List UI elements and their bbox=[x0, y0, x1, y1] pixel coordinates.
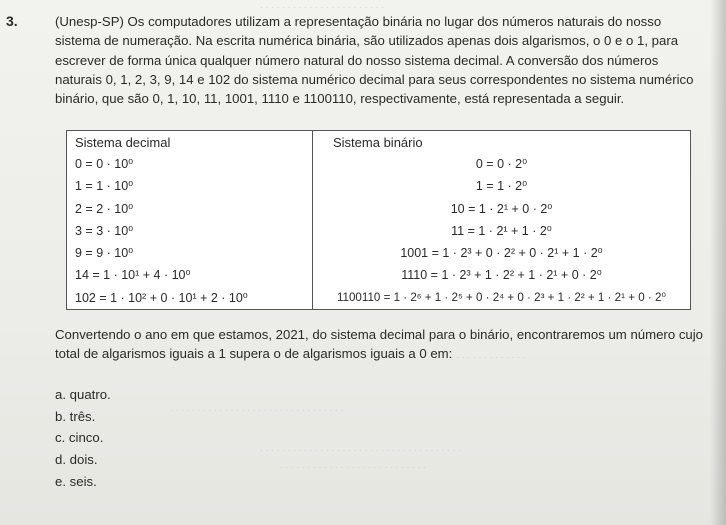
option-c[interactable]: c. cinco. bbox=[55, 430, 104, 446]
binary-header: Sistema binário bbox=[333, 135, 423, 150]
binary-row: 1110 = 1 · 2³ + 1 · 2² + 1 · 2¹ + 0 · 2⁰ bbox=[401, 268, 602, 283]
bleed-through-text: · · · · · · · · · · · · · · · · · · · · · · · · · · · · · · · · bbox=[170, 405, 344, 415]
option-a[interactable]: a. quatro. bbox=[55, 387, 111, 402]
decimal-column bbox=[67, 131, 313, 310]
bleed-through-text: · · · · · · · · · · · · · · · · · · · · · · · · · · · · · · · · · · · · · bbox=[260, 445, 461, 455]
option-d[interactable]: d. dois. bbox=[55, 452, 98, 468]
bleed-through-text: · · · · · · · · · · · · · · · · · · · · · · · · · · · bbox=[280, 462, 426, 472]
page-edge-shadow bbox=[710, 0, 726, 525]
bleed-through-text: · · · · · · · · · · · · · · · · · · · · · · · bbox=[260, 2, 384, 12]
option-b[interactable]: b. três. bbox=[55, 408, 96, 424]
option-e[interactable]: e. seis. bbox=[55, 473, 97, 489]
decimal-header: Sistema decimal bbox=[75, 135, 171, 150]
decimal-row: 14 = 1 · 10¹ + 4 · 10⁰ bbox=[75, 268, 191, 283]
binary-row: 1001 = 1 · 2³ + 0 · 2² + 0 · 2¹ + 1 · 2⁰ bbox=[400, 246, 603, 261]
question-number: 3. bbox=[6, 13, 18, 29]
question-prompt: Convertendo o ano em que estamos, 2021, do sistema decimal para o binário, encontraremos um número cujo total de algarismos iguais a 1 supera o de algarismos iguais a 0 em: bbox=[55, 327, 704, 361]
decimal-row: 0 = 0 · 10⁰ bbox=[75, 157, 134, 171]
question-statement: (Unesp-SP) Os computadores utilizam a representação binária no lugar dos números naturais do nosso sistema de numeração. Na escrita numérica binária, são utilizados apenas dois algarismos, o 0 e o 1, para escrever de forma única qualquer número natural do nosso sistema decimal. A conversão dos números naturais 0, 1, 2, 3, 9, 14 e 102 do sistema numérico decimal para seus correspondentes no sistema numérico binário, que são 0, 1, 10, 11, 1001, 1110 e 1100110, respectivamente, está representada a seguir. bbox=[55, 14, 694, 107]
binary-row: 11 = 1 · 2¹ + 1 · 2⁰ bbox=[451, 223, 552, 238]
conversion-table bbox=[66, 130, 691, 310]
answer-options bbox=[55, 384, 111, 492]
binary-row: 1 = 1 · 2⁰ bbox=[475, 179, 528, 194]
decimal-row: 3 = 3 · 10⁰ bbox=[75, 223, 134, 238]
binary-row: 1100110 = 1 · 2⁶ + 1 · 2⁵ + 0 · 2⁴ + 0 · 2³ + 1 · 2² + 1 · 2¹ + 0 · 2⁰ bbox=[336, 290, 667, 304]
binary-row: 10 = 1 · 2¹ + 0 · 2⁰ bbox=[450, 201, 553, 216]
decimal-row: 9 = 9 · 10⁰ bbox=[75, 246, 134, 261]
decimal-row: 1 = 1 · 10⁰ bbox=[75, 179, 134, 194]
binary-row: 0 = 0 · 2⁰ bbox=[475, 157, 528, 171]
bleed-through-text: · · · · · · · · · · · · · · · · bbox=[440, 352, 526, 362]
decimal-row: 102 = 1 · 10² + 0 · 10¹ + 2 · 10⁰ bbox=[75, 290, 248, 305]
binary-column bbox=[313, 131, 691, 310]
decimal-row: 2 = 2 · 10⁰ bbox=[75, 201, 134, 216]
